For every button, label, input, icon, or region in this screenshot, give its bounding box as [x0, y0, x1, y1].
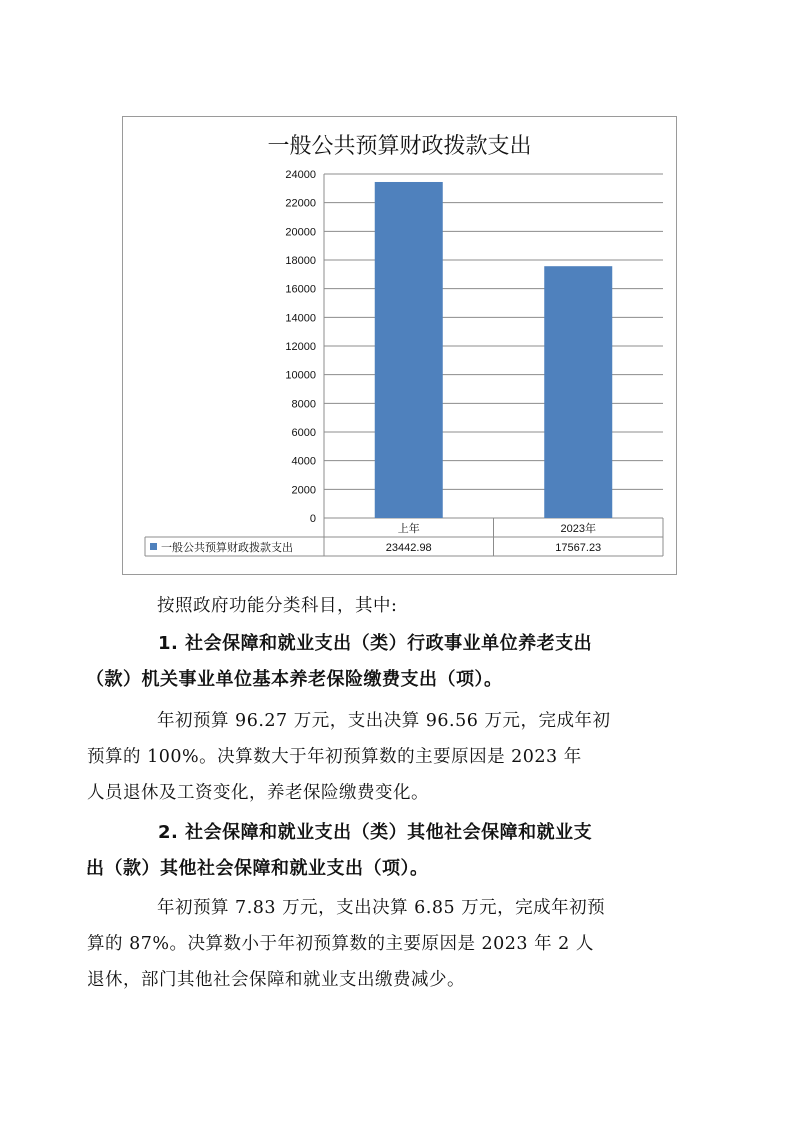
y-tick-label: 2000	[291, 484, 316, 497]
bar-1	[375, 182, 443, 518]
item1-heading	[86, 626, 682, 698]
data-table-value: 17567.23	[555, 542, 602, 554]
item2-body-line-1: 年初预算 7.83 万元，支出决算 6.85 万元，完成年初预	[157, 898, 606, 918]
item2-heading-line-1: 2. 社会保障和就业支出（类）其他社会保障和就业支	[158, 822, 593, 843]
item2-heading-line-2: 出（款）其他社会保障和就业支出（项）。	[86, 858, 429, 879]
y-tick-label: 22000	[285, 197, 316, 210]
y-tick-label: 14000	[285, 312, 316, 325]
item1-heading-line-2: （款）机关事业单位基本养老保险缴费支出（项）。	[86, 669, 503, 690]
x-category-label: 2023年	[560, 523, 596, 535]
item1-body-line-1: 年初预算 96.27 万元，支出决算 96.56 万元，完成年初	[157, 711, 611, 731]
y-tick-label: 20000	[285, 226, 316, 239]
item1-body	[87, 703, 682, 811]
y-tick-label: 8000	[291, 398, 316, 411]
y-tick-label: 4000	[291, 455, 316, 468]
x-category-label: 上年	[397, 523, 420, 535]
intro-line: 按照政府功能分类科目，其中:	[157, 596, 398, 616]
item2-body-line-3: 退休，部门其他社会保障和就业支出缴费减少。	[87, 970, 465, 990]
item1-body-line-3: 人员退休及工资变化，养老保险缴费变化。	[87, 783, 429, 803]
legend-series-name: 一般公共预算财政拨款支出	[161, 542, 293, 554]
y-tick-label: 6000	[291, 427, 316, 439]
intro-paragraph	[122, 588, 682, 624]
chart-title: 一般公共预算财政拨款支出	[267, 134, 532, 159]
y-tick-label: 10000	[285, 369, 316, 382]
y-tick-label: 0	[309, 513, 316, 525]
data-table-value: 23442.98	[385, 542, 432, 554]
y-tick-label: 12000	[285, 341, 316, 353]
y-tick-label: 16000	[285, 283, 316, 296]
bar-chart	[123, 117, 676, 574]
y-tick-label: 18000	[285, 255, 316, 267]
item1-body-line-2: 预算的 100%。决算数大于年初预算数的主要原因是 2023 年	[87, 747, 582, 767]
item2-heading	[86, 815, 682, 887]
legend-swatch	[150, 543, 157, 550]
bar-2	[544, 266, 612, 518]
item1-heading-line-1: 1. 社会保障和就业支出（类）行政事业单位养老支出	[158, 633, 593, 654]
chart-frame	[122, 116, 677, 575]
item2-body-line-2: 算的 87%。决算数小于年初预算数的主要原因是 2023 年 2 人	[87, 934, 594, 954]
y-tick-label: 24000	[285, 169, 316, 181]
item2-body	[87, 890, 682, 998]
